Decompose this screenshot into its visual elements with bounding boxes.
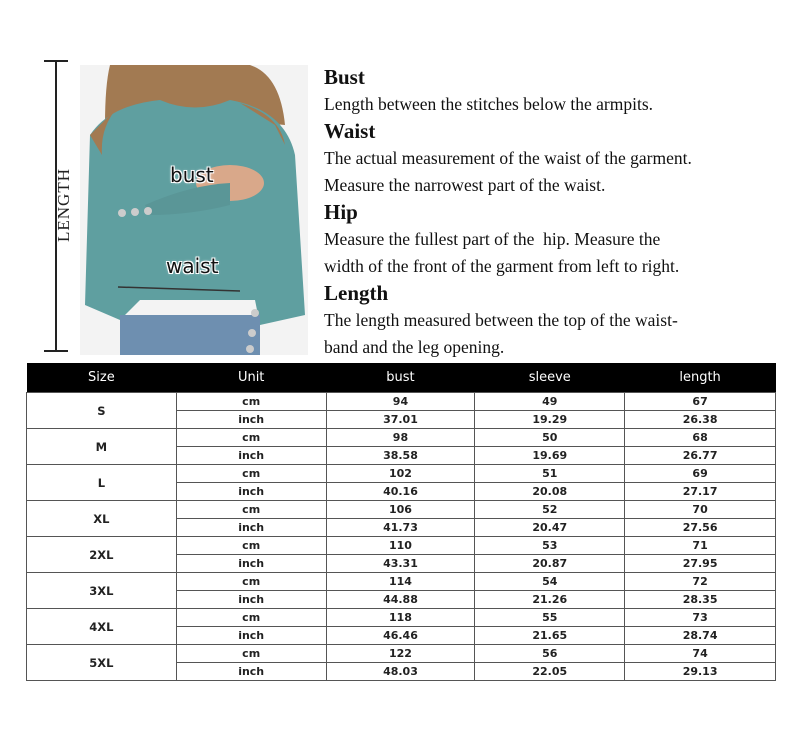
header-sleeve: sleeve [475, 363, 625, 393]
bust-cm-cell: 98 [326, 429, 475, 447]
unit-cell: cm [176, 645, 326, 663]
length-inch-cell: 28.74 [625, 627, 776, 645]
size-cell: 2XL [27, 537, 177, 573]
unit-cell: inch [176, 519, 326, 537]
unit-cell: inch [176, 627, 326, 645]
unit-cell: cm [176, 537, 326, 555]
length-description-2: band and the leg opening. [324, 337, 505, 357]
header-size: Size [27, 363, 177, 393]
unit-cell: cm [176, 429, 326, 447]
bust-cm-cell: 106 [326, 501, 475, 519]
unit-cell: inch [176, 411, 326, 429]
length-cm-cell: 72 [625, 573, 776, 591]
unit-cell: inch [176, 555, 326, 573]
sleeve-cm-cell: 49 [475, 393, 625, 411]
sleeve-inch-cell: 21.65 [475, 627, 625, 645]
sweater-illustration [80, 65, 308, 355]
size-cell: S [27, 393, 177, 429]
bust-description: Length between the stitches below the armpits. [324, 94, 654, 114]
bust-inch-cell: 43.31 [326, 555, 475, 573]
sleeve-inch-cell: 20.47 [475, 519, 625, 537]
unit-cell: inch [176, 447, 326, 465]
length-cm-cell: 68 [625, 429, 776, 447]
sleeve-inch-cell: 20.08 [475, 483, 625, 501]
bust-cm-cell: 110 [326, 537, 475, 555]
size-cell: 3XL [27, 573, 177, 609]
measurement-descriptions [324, 64, 794, 361]
bust-heading: Bust [324, 65, 365, 89]
bust-cm-cell: 122 [326, 645, 475, 663]
size-cell: L [27, 465, 177, 501]
size-cell: 4XL [27, 609, 177, 645]
table-row [27, 465, 776, 483]
length-cm-cell: 74 [625, 645, 776, 663]
sleeve-cm-cell: 52 [475, 501, 625, 519]
size-chart-table [26, 363, 776, 681]
header-length: length [625, 363, 776, 393]
hip-description-2: width of the front of the garment from left to right. [324, 256, 680, 276]
bust-cm-cell: 94 [326, 393, 475, 411]
table-row [27, 609, 776, 627]
model-photo [80, 65, 308, 355]
bust-cm-cell: 102 [326, 465, 475, 483]
length-cm-cell: 67 [625, 393, 776, 411]
length-inch-cell: 26.77 [625, 447, 776, 465]
waist-description-2: Measure the narrowest part of the waist. [324, 175, 606, 195]
length-description-1: The length measured between the top of the waist- [324, 310, 678, 330]
waist-description-1: The actual measurement of the waist of the garment. [324, 148, 692, 168]
bust-inch-cell: 44.88 [326, 591, 475, 609]
unit-cell: cm [176, 609, 326, 627]
length-heading: Length [324, 281, 389, 305]
table-row [27, 573, 776, 591]
size-cell: 5XL [27, 645, 177, 681]
length-label: LENGTH [54, 168, 73, 242]
waist-heading: Waist [324, 119, 376, 143]
bust-cm-cell: 118 [326, 609, 475, 627]
length-cm-cell: 70 [625, 501, 776, 519]
length-cm-cell: 73 [625, 609, 776, 627]
sleeve-inch-cell: 21.26 [475, 591, 625, 609]
sleeve-cm-cell: 56 [475, 645, 625, 663]
table-row [27, 537, 776, 555]
unit-cell: cm [176, 501, 326, 519]
table-header-row [27, 363, 776, 393]
hip-description-1: Measure the fullest part of the hip. Measure the [324, 229, 661, 249]
hip-heading: Hip [324, 200, 358, 224]
unit-cell: cm [176, 393, 326, 411]
bust-inch-cell: 46.46 [326, 627, 475, 645]
bust-inch-cell: 37.01 [326, 411, 475, 429]
waist-label: waist [166, 254, 219, 278]
length-inch-cell: 27.17 [625, 483, 776, 501]
sleeve-inch-cell: 19.69 [475, 447, 625, 465]
ruler-bottom-cap [44, 350, 68, 352]
unit-cell: inch [176, 591, 326, 609]
length-inch-cell: 27.56 [625, 519, 776, 537]
bust-inch-cell: 38.58 [326, 447, 475, 465]
length-inch-cell: 29.13 [625, 663, 776, 681]
table-row [27, 429, 776, 447]
sleeve-cm-cell: 54 [475, 573, 625, 591]
length-inch-cell: 27.95 [625, 555, 776, 573]
header-bust: bust [326, 363, 475, 393]
length-cm-cell: 71 [625, 537, 776, 555]
bust-label: bust [170, 163, 214, 187]
sleeve-inch-cell: 20.87 [475, 555, 625, 573]
sleeve-cm-cell: 50 [475, 429, 625, 447]
unit-cell: inch [176, 483, 326, 501]
sleeve-cm-cell: 53 [475, 537, 625, 555]
table-row [27, 393, 776, 411]
bust-inch-cell: 40.16 [326, 483, 475, 501]
table-body [27, 393, 776, 681]
bust-inch-cell: 41.73 [326, 519, 475, 537]
header-unit: Unit [176, 363, 326, 393]
sleeve-cm-cell: 55 [475, 609, 625, 627]
length-inch-cell: 26.38 [625, 411, 776, 429]
length-ruler [44, 60, 74, 352]
sleeve-inch-cell: 19.29 [475, 411, 625, 429]
unit-cell: inch [176, 663, 326, 681]
sleeve-cm-cell: 51 [475, 465, 625, 483]
sleeve-inch-cell: 22.05 [475, 663, 625, 681]
unit-cell: cm [176, 573, 326, 591]
length-inch-cell: 28.35 [625, 591, 776, 609]
size-cell: M [27, 429, 177, 465]
table-row [27, 501, 776, 519]
unit-cell: cm [176, 465, 326, 483]
size-cell: XL [27, 501, 177, 537]
table-row [27, 645, 776, 663]
bust-cm-cell: 114 [326, 573, 475, 591]
length-cm-cell: 69 [625, 465, 776, 483]
bust-inch-cell: 48.03 [326, 663, 475, 681]
